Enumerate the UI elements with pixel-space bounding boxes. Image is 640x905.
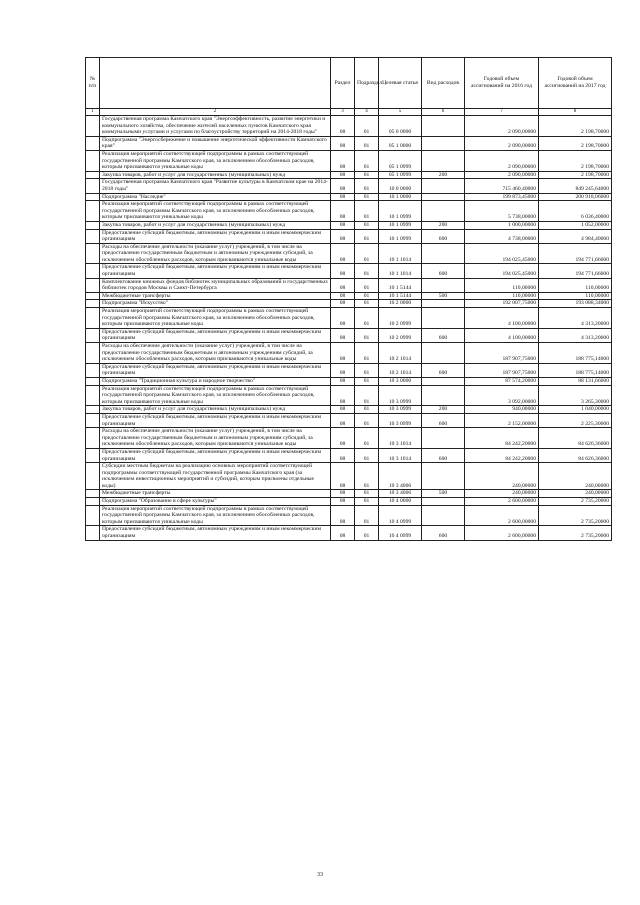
row-vid-cell: [422, 116, 465, 137]
row-razdel-cell: 08: [331, 201, 355, 222]
row-podrazdel-cell: 01: [355, 243, 379, 264]
budget-table: [85, 57, 612, 541]
row-razdel-cell: 08: [331, 463, 355, 490]
table-row: [86, 171, 612, 179]
row-article-cell: 10 3 1014: [379, 428, 422, 449]
header-podrazdel: Подраздел: [355, 58, 379, 109]
row-num-cell: [86, 179, 100, 193]
row-num-cell: [86, 201, 100, 222]
row-num-cell: [86, 193, 100, 201]
row-podrazdel-cell: 01: [355, 428, 379, 449]
row-2017-cell: 110,00000: [539, 292, 612, 300]
row-article-cell: 10 2 1014: [379, 363, 422, 377]
row-2016-cell: 4 100,00000: [465, 328, 539, 342]
row-name-cell: Реализация мероприятий соответствующей подпрограммы в рамках соответствующей государственной программы Камчатского края, за исключением обособленных расходов, которым присваиваются уникальные коды: [100, 201, 331, 222]
row-name-cell: Предоставление субсидий бюджетным, автономным учреждениям и иным некоммерческим организациям: [100, 413, 331, 427]
row-article-cell: 10 1 0999: [379, 221, 422, 229]
table-row: [86, 377, 612, 385]
row-2017-cell: 2 198,70000: [539, 136, 612, 150]
row-article-cell: 10 3 0999: [379, 385, 422, 406]
row-2017-cell: 3 265,30000: [539, 385, 612, 406]
row-2017-cell: 188 775,14000: [539, 363, 612, 377]
table-row: [86, 116, 612, 137]
header-razdel: Раздел: [331, 58, 355, 109]
row-article-cell: 10 3 0000: [379, 377, 422, 385]
row-2017-cell: 194 771,66000: [539, 264, 612, 278]
row-razdel-cell: 08: [331, 526, 355, 540]
row-name-cell: Субсидии местным бюджетам на реализацию основных мероприятий соответствующей подпрограммы соответствующей государственной программы Камчатского края (за исключением инвестиционных мероприятий и субсидий, которым присвоены отдельные коды): [100, 463, 331, 490]
row-num-cell: [86, 292, 100, 300]
row-name-cell: Межбюджетные трансферты: [100, 292, 331, 300]
table-row: [86, 428, 612, 449]
row-vid-cell: [422, 136, 465, 150]
row-article-cell: 10 1 0999: [379, 201, 422, 222]
row-vid-cell: 600: [422, 363, 465, 377]
row-article-cell: 10 3 0999: [379, 413, 422, 427]
row-vid-cell: [422, 308, 465, 329]
row-2017-cell: 240,00000: [539, 490, 612, 498]
row-2016-cell: 2 090,00000: [465, 150, 539, 171]
row-vid-cell: 500: [422, 292, 465, 300]
document-page: [85, 57, 611, 541]
row-2016-cell: 4 100,00000: [465, 308, 539, 329]
table-row: [86, 292, 612, 300]
row-vid-cell: 600: [422, 413, 465, 427]
row-article-cell: 10 4 0999: [379, 526, 422, 540]
table-row: [86, 278, 612, 292]
row-2017-cell: 188 775,14000: [539, 343, 612, 364]
row-podrazdel-cell: 01: [355, 116, 379, 137]
row-2017-cell: 6 036,40000: [539, 201, 612, 222]
row-podrazdel-cell: 01: [355, 150, 379, 171]
row-num-cell: [86, 505, 100, 526]
table-row: [86, 308, 612, 329]
row-2016-cell: 194 025,45000: [465, 243, 539, 264]
row-name-cell: Предоставление субсидий бюджетным, автономным учреждениям и иным некоммерческим организациям: [100, 229, 331, 243]
row-podrazdel-cell: 01: [355, 385, 379, 406]
table-row: [86, 448, 612, 462]
row-vid-cell: 600: [422, 328, 465, 342]
row-vid-cell: [422, 498, 465, 506]
table-row: [86, 343, 612, 364]
row-num-cell: [86, 150, 100, 171]
row-podrazdel-cell: 01: [355, 201, 379, 222]
row-num-cell: [86, 498, 100, 506]
column-number: 7: [465, 109, 539, 116]
row-2016-cell: 187 907,75000: [465, 363, 539, 377]
row-name-cell: Государственная программа Камчатского края "Развитие культуры в Камчатском крае на 2014-2018 годы": [100, 179, 331, 193]
table-row: [86, 526, 612, 540]
row-2016-cell: 187 907,75000: [465, 343, 539, 364]
row-name-cell: Реализация мероприятий соответствующей подпрограммы в рамках соответствующей государственной программы Камчатского края, за исключением обособленных расходов, которым присваиваются уникальные коды: [100, 385, 331, 406]
row-name-cell: Реализация мероприятий соответствующей подпрограммы в рамках соответствующей государственной программы Камчатского края, за исключением обособленных расходов, которым присваиваются уникальные коды: [100, 308, 331, 329]
row-podrazdel-cell: 01: [355, 463, 379, 490]
row-2017-cell: 2 198,70000: [539, 150, 612, 171]
row-name-cell: Расходы на обеспечение деятельности (оказание услуг) учреждений, в том числе на предоставление государственным бюджетным и автономным учреждениям субсидий, за исключением обособленных расходов, которым присваиваются уникальные коды: [100, 243, 331, 264]
row-2016-cell: 194 025,45000: [465, 264, 539, 278]
row-2016-cell: 5 738,00000: [465, 201, 539, 222]
row-name-cell: Закупка товаров, работ и услуг для государственных (муниципальных) нужд: [100, 221, 331, 229]
row-vid-cell: 500: [422, 490, 465, 498]
row-name-cell: Расходы на обеспечение деятельности (оказание услуг) учреждений, в том числе на предоставление государственным бюджетным и автономным учреждениям субсидий, за исключением обособленных расходов, которым присваиваются уникальные коды: [100, 428, 331, 449]
row-2016-cell: 2 600,00000: [465, 526, 539, 540]
row-num-cell: [86, 221, 100, 229]
table-row: [86, 413, 612, 427]
row-podrazdel-cell: 01: [355, 229, 379, 243]
table-row: [86, 406, 612, 414]
row-2017-cell: 2 735,20000: [539, 498, 612, 506]
row-2017-cell: 240,00000: [539, 463, 612, 490]
row-name-cell: Межбюджетные трансферты: [100, 490, 331, 498]
row-article-cell: 10 1 0000: [379, 193, 422, 201]
row-razdel-cell: 08: [331, 406, 355, 414]
table-row: [86, 463, 612, 490]
row-article-cell: 10 1 1014: [379, 243, 422, 264]
row-num-cell: [86, 328, 100, 342]
row-razdel-cell: 08: [331, 428, 355, 449]
row-2017-cell: 200 918,06000: [539, 193, 612, 201]
column-number: 6: [422, 109, 465, 116]
row-name-cell: Подпрограмма "Наследие": [100, 193, 331, 201]
row-article-cell: 10 1 5144: [379, 292, 422, 300]
row-num-cell: [86, 171, 100, 179]
row-2016-cell: 240,00000: [465, 490, 539, 498]
row-vid-cell: 600: [422, 526, 465, 540]
row-2016-cell: 3 092,00000: [465, 385, 539, 406]
row-name-cell: Реализация мероприятий соответствующей подпрограммы в рамках соответствующей государственной программы Камчатского края, за исключением обособленных расходов, которым присваиваются уникальные коды: [100, 505, 331, 526]
column-number-row: [86, 109, 612, 116]
row-razdel-cell: 08: [331, 343, 355, 364]
row-podrazdel-cell: 01: [355, 413, 379, 427]
row-razdel-cell: 08: [331, 498, 355, 506]
row-razdel-cell: 08: [331, 300, 355, 308]
row-vid-cell: [422, 343, 465, 364]
column-number: 2: [100, 109, 331, 116]
row-vid-cell: [422, 193, 465, 201]
row-2017-cell: 2 735,20000: [539, 526, 612, 540]
row-2016-cell: 192 007,75000: [465, 300, 539, 308]
row-2016-cell: 4 738,00000: [465, 229, 539, 243]
row-name-cell: Предоставление субсидий бюджетным, автономным учреждениям и иным некоммерческим организациям: [100, 363, 331, 377]
row-razdel-cell: 08: [331, 377, 355, 385]
row-vid-cell: 200: [422, 171, 465, 179]
row-podrazdel-cell: 01: [355, 490, 379, 498]
row-article-cell: 10 3 1014: [379, 448, 422, 462]
row-2017-cell: 2 735,20000: [539, 505, 612, 526]
row-podrazdel-cell: 01: [355, 171, 379, 179]
row-num-cell: [86, 526, 100, 540]
row-razdel-cell: 08: [331, 221, 355, 229]
row-name-cell: Реализация мероприятий соответствующей подпрограммы в рамках соответствующей государственной программы Камчатского края, за исключением обособленных расходов, которым присваиваются уникальные коды: [100, 150, 331, 171]
row-article-cell: 10 2 1014: [379, 343, 422, 364]
row-2016-cell: 110,00000: [465, 292, 539, 300]
table-row: [86, 363, 612, 377]
row-vid-cell: [422, 278, 465, 292]
row-razdel-cell: 08: [331, 264, 355, 278]
row-article-cell: 10 3 0999: [379, 406, 422, 414]
row-2017-cell: 2 198,70000: [539, 171, 612, 179]
row-2017-cell: 2 225,30000: [539, 413, 612, 427]
table-row: [86, 179, 612, 193]
row-razdel-cell: 08: [331, 490, 355, 498]
row-2017-cell: 110,00000: [539, 278, 612, 292]
table-row: [86, 505, 612, 526]
table-row: [86, 264, 612, 278]
row-num-cell: [86, 363, 100, 377]
row-vid-cell: [422, 179, 465, 193]
row-name-cell: Расходы на обеспечение деятельности (оказание услуг) учреждений, в том числе на предоставление государственным бюджетным и автономным учреждениям субсидий, за исключением обособленных расходов, которым присваиваются уникальные коды: [100, 343, 331, 364]
row-razdel-cell: 08: [331, 136, 355, 150]
row-vid-cell: 600: [422, 264, 465, 278]
row-podrazdel-cell: 01: [355, 498, 379, 506]
row-article-cell: 10 2 0999: [379, 328, 422, 342]
row-num-cell: [86, 428, 100, 449]
table-row: [86, 243, 612, 264]
row-podrazdel-cell: 01: [355, 448, 379, 462]
row-2017-cell: 4 313,20000: [539, 328, 612, 342]
table-row: [86, 385, 612, 406]
row-vid-cell: 200: [422, 406, 465, 414]
row-num-cell: [86, 377, 100, 385]
row-2016-cell: 2 090,00000: [465, 136, 539, 150]
row-2017-cell: 1 040,00000: [539, 406, 612, 414]
row-name-cell: Предоставление субсидий бюджетным, автономным учреждениям и иным некоммерческим организациям: [100, 328, 331, 342]
row-2016-cell: 240,00000: [465, 463, 539, 490]
row-article-cell: 10 4 0999: [379, 505, 422, 526]
row-razdel-cell: 08: [331, 150, 355, 171]
row-article-cell: 10 3 4006: [379, 463, 422, 490]
row-article-cell: 10 1 5144: [379, 278, 422, 292]
row-name-cell: Комплектование книжных фондов библиотек муниципальных образований и государственных библиотек городов Москвы и Санкт-Петербурга: [100, 278, 331, 292]
row-vid-cell: 200: [422, 221, 465, 229]
table-row: [86, 221, 612, 229]
table-row: [86, 328, 612, 342]
row-razdel-cell: 08: [331, 505, 355, 526]
row-2016-cell: 2 152,00000: [465, 413, 539, 427]
table-row: [86, 490, 612, 498]
row-num-cell: [86, 229, 100, 243]
header-num: № п/п: [86, 58, 100, 109]
header-name: [100, 58, 331, 109]
row-razdel-cell: 08: [331, 179, 355, 193]
row-num-cell: [86, 308, 100, 329]
row-podrazdel-cell: 01: [355, 193, 379, 201]
row-podrazdel-cell: 01: [355, 136, 379, 150]
row-article-cell: 10 4 0000: [379, 498, 422, 506]
row-article-cell: 10 0 0000: [379, 179, 422, 193]
page-number: 33: [317, 872, 323, 878]
table-header-row: [86, 58, 612, 109]
table-row: [86, 300, 612, 308]
row-num-cell: [86, 243, 100, 264]
row-num-cell: [86, 264, 100, 278]
header-2017: Годовой объем ассигнований на 2017 год: [539, 58, 612, 109]
row-2016-cell: 110,00000: [465, 278, 539, 292]
row-2016-cell: 199 873,45000: [465, 193, 539, 201]
row-name-cell: Подпрограмма "Искусство": [100, 300, 331, 308]
row-2017-cell: 84 626,36000: [539, 428, 612, 449]
row-article-cell: 10 2 0999: [379, 308, 422, 329]
row-podrazdel-cell: 01: [355, 377, 379, 385]
row-razdel-cell: 08: [331, 116, 355, 137]
row-2016-cell: 2 090,00000: [465, 171, 539, 179]
row-num-cell: [86, 343, 100, 364]
row-name-cell: Подпрограмма "Энергосбережение и повышение энергетической эффективности Камчатского края": [100, 136, 331, 150]
row-podrazdel-cell: 01: [355, 343, 379, 364]
row-razdel-cell: 08: [331, 328, 355, 342]
table-row: [86, 193, 612, 201]
row-2017-cell: 84 626,36000: [539, 448, 612, 462]
row-2016-cell: 715 460,40000: [465, 179, 539, 193]
row-podrazdel-cell: 01: [355, 300, 379, 308]
row-podrazdel-cell: 01: [355, 363, 379, 377]
row-article-cell: 10 3 4006: [379, 490, 422, 498]
row-razdel-cell: 08: [331, 363, 355, 377]
row-name-cell: Предоставление субсидий бюджетным, автономным учреждениям и иным некоммерческим организациям: [100, 264, 331, 278]
row-razdel-cell: 08: [331, 171, 355, 179]
column-number: 5: [379, 109, 422, 116]
row-2017-cell: 2 198,70000: [539, 116, 612, 137]
row-vid-cell: [422, 201, 465, 222]
row-name-cell: Закупка товаров, работ и услуг для государственных (муниципальных) нужд: [100, 171, 331, 179]
row-podrazdel-cell: 01: [355, 264, 379, 278]
row-article-cell: 05 1 0999: [379, 171, 422, 179]
row-razdel-cell: 08: [331, 413, 355, 427]
row-vid-cell: [422, 300, 465, 308]
table-row: [86, 229, 612, 243]
header-vid: Вид расходов: [422, 58, 465, 109]
row-vid-cell: 600: [422, 448, 465, 462]
row-num-cell: [86, 406, 100, 414]
column-number: 3: [331, 109, 355, 116]
row-name-cell: Подпрограмма "Традиционная культура и народное творчество": [100, 377, 331, 385]
row-2016-cell: 2 600,00000: [465, 498, 539, 506]
row-num-cell: [86, 413, 100, 427]
table-row: [86, 201, 612, 222]
row-vid-cell: [422, 150, 465, 171]
row-podrazdel-cell: 01: [355, 179, 379, 193]
row-2016-cell: 84 242,20000: [465, 428, 539, 449]
row-article-cell: 05 1 0999: [379, 150, 422, 171]
row-2017-cell: 4 313,20000: [539, 308, 612, 329]
row-2017-cell: 4 984,40000: [539, 229, 612, 243]
row-num-cell: [86, 116, 100, 137]
table-row: [86, 136, 612, 150]
row-podrazdel-cell: 01: [355, 308, 379, 329]
row-podrazdel-cell: 01: [355, 278, 379, 292]
row-2016-cell: 84 242,20000: [465, 448, 539, 462]
table-row: [86, 150, 612, 171]
row-num-cell: [86, 300, 100, 308]
row-article-cell: 10 2 0000: [379, 300, 422, 308]
row-name-cell: Закупка товаров, работ и услуг для государственных (муниципальных) нужд: [100, 406, 331, 414]
row-2017-cell: 193 088,34000: [539, 300, 612, 308]
row-razdel-cell: 08: [331, 308, 355, 329]
row-podrazdel-cell: 01: [355, 526, 379, 540]
row-razdel-cell: 08: [331, 448, 355, 462]
row-vid-cell: [422, 463, 465, 490]
row-2016-cell: 940,00000: [465, 406, 539, 414]
row-name-cell: Предоставление субсидий бюджетным, автономным учреждениям и иным некоммерческим организациям: [100, 526, 331, 540]
row-name-cell: Государственная программа Камчатского края "Энергоэффективность, развитие энергетики и коммунального хозяйства, обеспечение жителей населенных пунктов Камчатского края коммунальными услугами и услугами по благоустройству территорий на 2014-2018 годы": [100, 116, 331, 137]
row-vid-cell: [422, 377, 465, 385]
row-podrazdel-cell: 01: [355, 406, 379, 414]
row-podrazdel-cell: 01: [355, 505, 379, 526]
row-2017-cell: 194 771,66000: [539, 243, 612, 264]
row-num-cell: [86, 136, 100, 150]
row-2016-cell: 2 090,00000: [465, 116, 539, 137]
row-podrazdel-cell: 01: [355, 292, 379, 300]
row-article-cell: 05 1 0000: [379, 136, 422, 150]
header-2016: Годовой объем ассигнований на 2016 год: [465, 58, 539, 109]
row-podrazdel-cell: 01: [355, 221, 379, 229]
row-razdel-cell: 08: [331, 193, 355, 201]
row-num-cell: [86, 448, 100, 462]
row-vid-cell: [422, 243, 465, 264]
row-razdel-cell: 08: [331, 292, 355, 300]
header-article: Целевая статья: [379, 58, 422, 109]
row-2017-cell: 849 245,64000: [539, 179, 612, 193]
row-num-cell: [86, 463, 100, 490]
row-2017-cell: 1 052,00000: [539, 221, 612, 229]
row-article-cell: 10 1 0999: [379, 229, 422, 243]
row-razdel-cell: 08: [331, 229, 355, 243]
row-razdel-cell: 08: [331, 385, 355, 406]
row-vid-cell: [422, 428, 465, 449]
row-podrazdel-cell: 01: [355, 328, 379, 342]
row-razdel-cell: 08: [331, 278, 355, 292]
table-row: [86, 498, 612, 506]
row-vid-cell: [422, 385, 465, 406]
row-article-cell: 05 0 0000: [379, 116, 422, 137]
row-razdel-cell: 08: [331, 243, 355, 264]
row-2016-cell: 87 574,20000: [465, 377, 539, 385]
row-vid-cell: 600: [422, 229, 465, 243]
column-number: 4: [355, 109, 379, 116]
row-num-cell: [86, 385, 100, 406]
row-vid-cell: [422, 505, 465, 526]
row-2017-cell: 88 131,66000: [539, 377, 612, 385]
row-2016-cell: 1 000,00000: [465, 221, 539, 229]
column-number: 1: [86, 109, 100, 116]
row-article-cell: 10 1 1014: [379, 264, 422, 278]
row-num-cell: [86, 490, 100, 498]
row-name-cell: Предоставление субсидий бюджетным, автономным учреждениям и иным некоммерческим организациям: [100, 448, 331, 462]
column-number: 8: [539, 109, 612, 116]
row-num-cell: [86, 278, 100, 292]
row-2016-cell: 2 600,00000: [465, 505, 539, 526]
row-name-cell: Подпрограмма "Образование в сфере культуры": [100, 498, 331, 506]
